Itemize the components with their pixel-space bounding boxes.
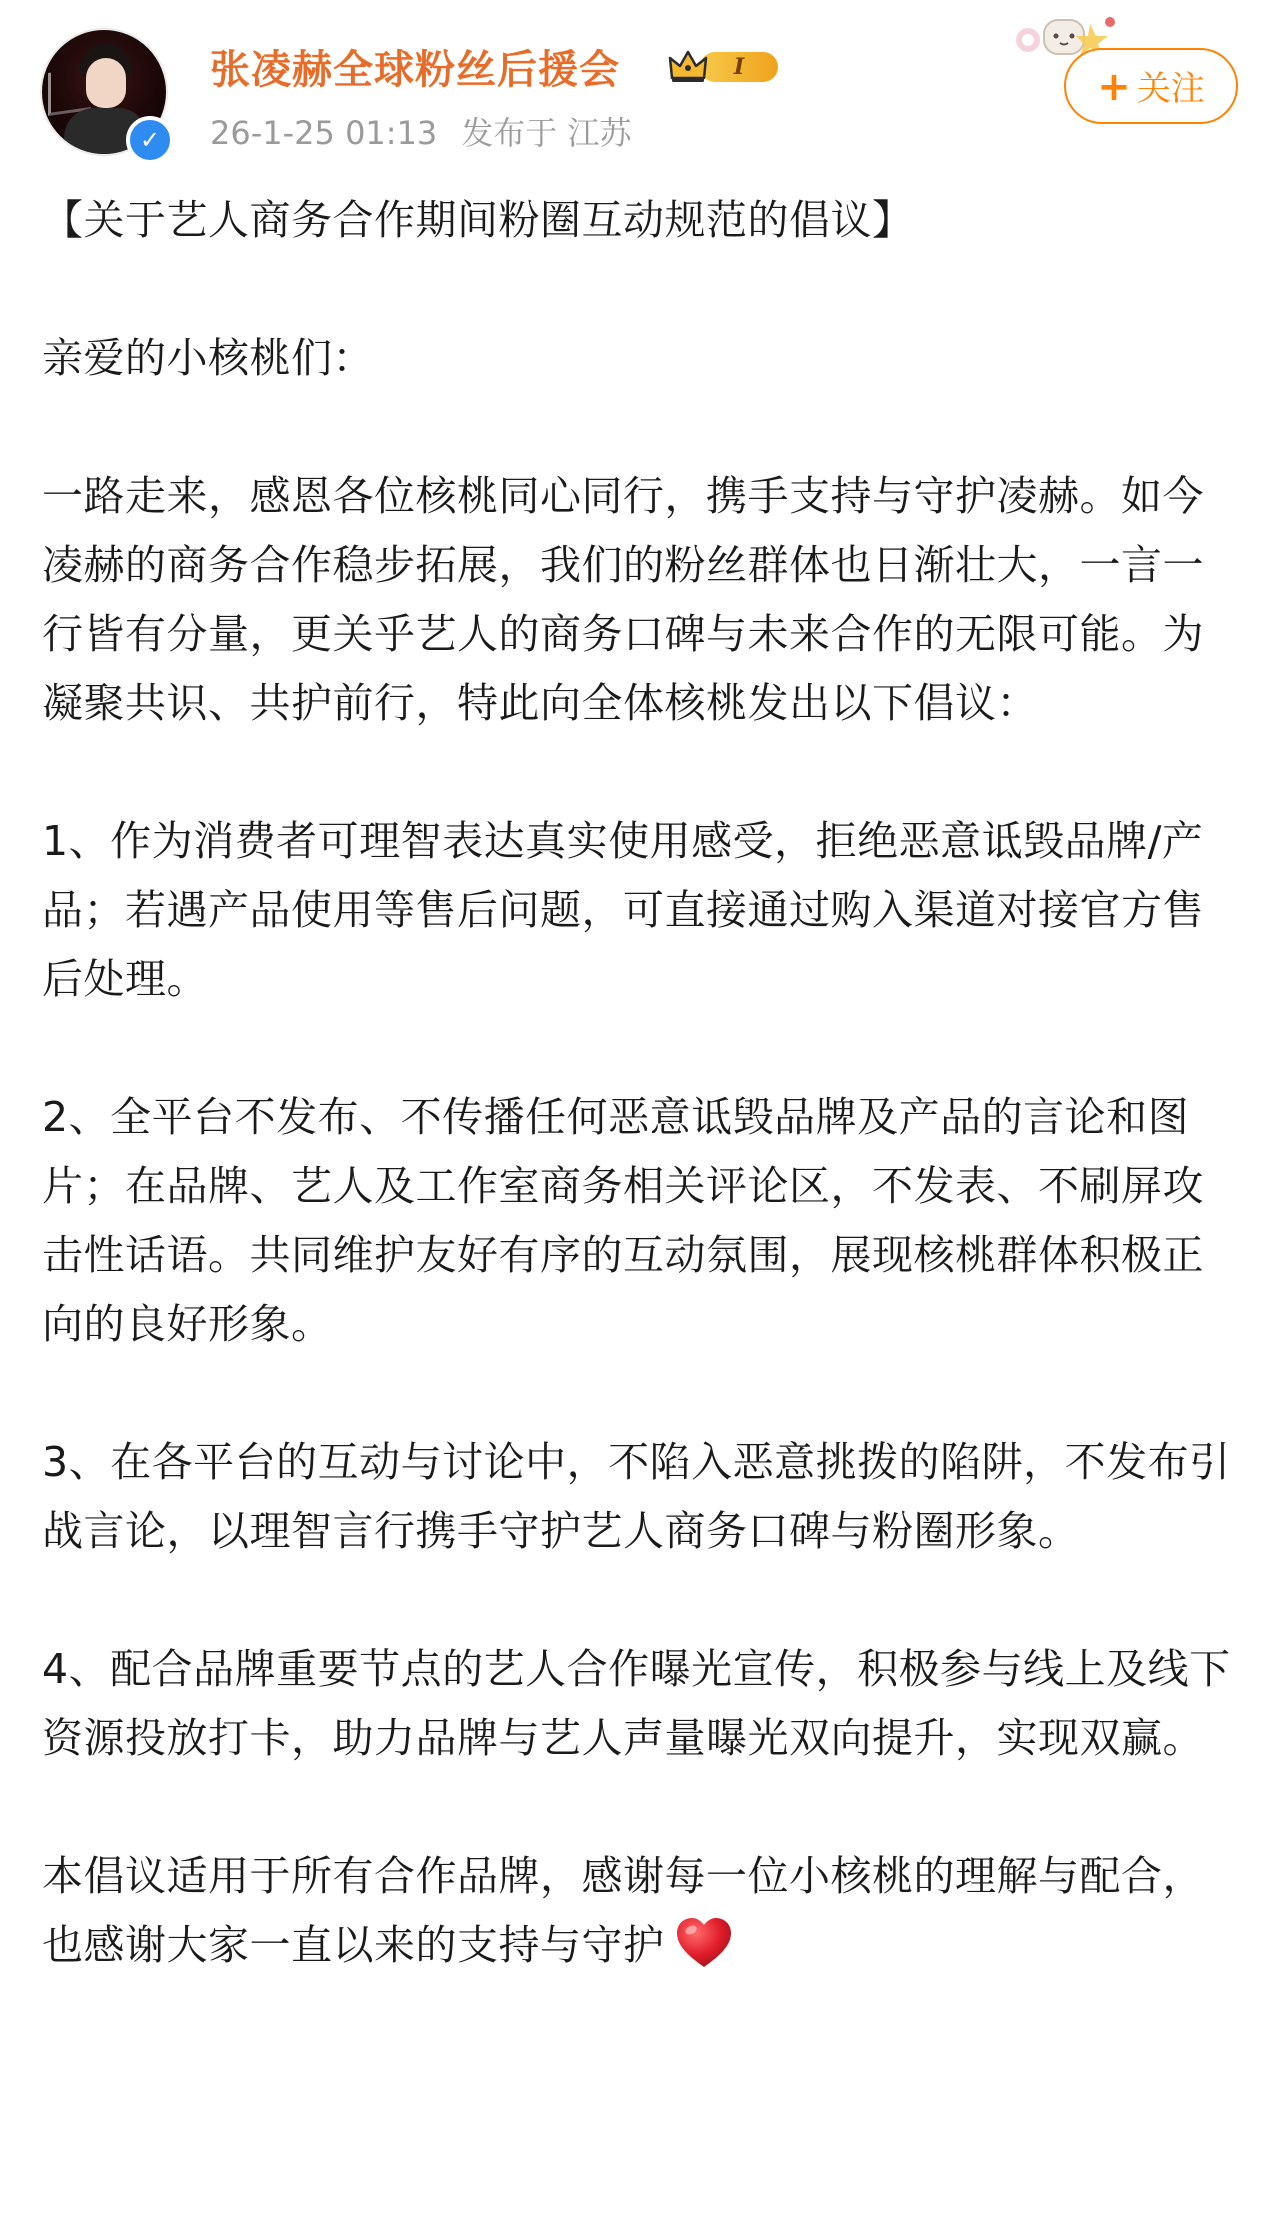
post-header bbox=[0, 0, 1284, 170]
post-body bbox=[42, 186, 1242, 1980]
location-prefix: 发布于 bbox=[461, 114, 558, 152]
heart-icon bbox=[675, 1917, 733, 1969]
user-name[interactable]: 张凌赫全球粉丝后援会 bbox=[210, 47, 620, 93]
verified-icon: ✓ bbox=[126, 116, 174, 164]
crown-icon bbox=[668, 48, 708, 84]
post-location: 江苏 bbox=[567, 114, 632, 152]
follow-label: 关注 bbox=[1136, 69, 1205, 109]
post-item-3: 3、在各平台的互动与讨论中，不陷入恶意挑拨的陷阱，不发布引战言论，以理智言行携手守护艺人商务口碑与粉圈形象。 bbox=[42, 1438, 1231, 1555]
post-greeting: 亲爱的小核桃们： bbox=[42, 334, 374, 382]
post-meta bbox=[210, 108, 631, 154]
plus-icon: + bbox=[1097, 64, 1131, 110]
post-closing bbox=[42, 1842, 1242, 1980]
avatar-wrap[interactable] bbox=[40, 28, 170, 158]
vip-level: I bbox=[700, 52, 778, 82]
avatar-face bbox=[86, 58, 126, 108]
post-item-4: 4、配合品牌重要节点的艺人合作曝光宣传，积极参与线上及线下资源投放打卡，助力品牌与艺人声量曝光双向提升，实现双赢。 bbox=[42, 1645, 1231, 1762]
follow-button[interactable] bbox=[1064, 48, 1238, 124]
vip-badge[interactable] bbox=[668, 44, 780, 88]
post-intro: 一路走来，感恩各位核桃同心同行，携手支持与守护凌赫。如今凌赫的商务合作稳步拓展，我们的粉丝群体也日渐壮大，一言一行皆有分量，更关乎艺人的商务口碑与未来合作的无限可能。为凝聚共识、共护前行，特此向全体核桃发出以下倡议： bbox=[42, 472, 1204, 727]
post-item-1: 1、作为消费者可理智表达真实使用感受，拒绝恶意诋毁品牌/产品；若遇产品使用等售后问题，可直接通过购入渠道对接官方售后处理。 bbox=[42, 817, 1204, 1003]
post-timestamp: 26-1-25 01:13 bbox=[210, 114, 438, 152]
post-title: 【关于艺人商务合作期间粉圈互动规范的倡议】 bbox=[42, 196, 914, 244]
post-item-2: 2、全平台不发布、不传播任何恶意诋毁品牌及产品的言论和图片；在品牌、艺人及工作室商务相关评论区，不发表、不刷屏攻击性话语。共同维护友好有序的互动氛围，展现核桃群体积极正向的良好形象。 bbox=[42, 1093, 1204, 1348]
post-closing-text: 本倡议适用于所有合作品牌，感谢每一位小核桃的理解与配合，也感谢大家一直以来的支持与守护 bbox=[42, 1852, 1204, 1969]
